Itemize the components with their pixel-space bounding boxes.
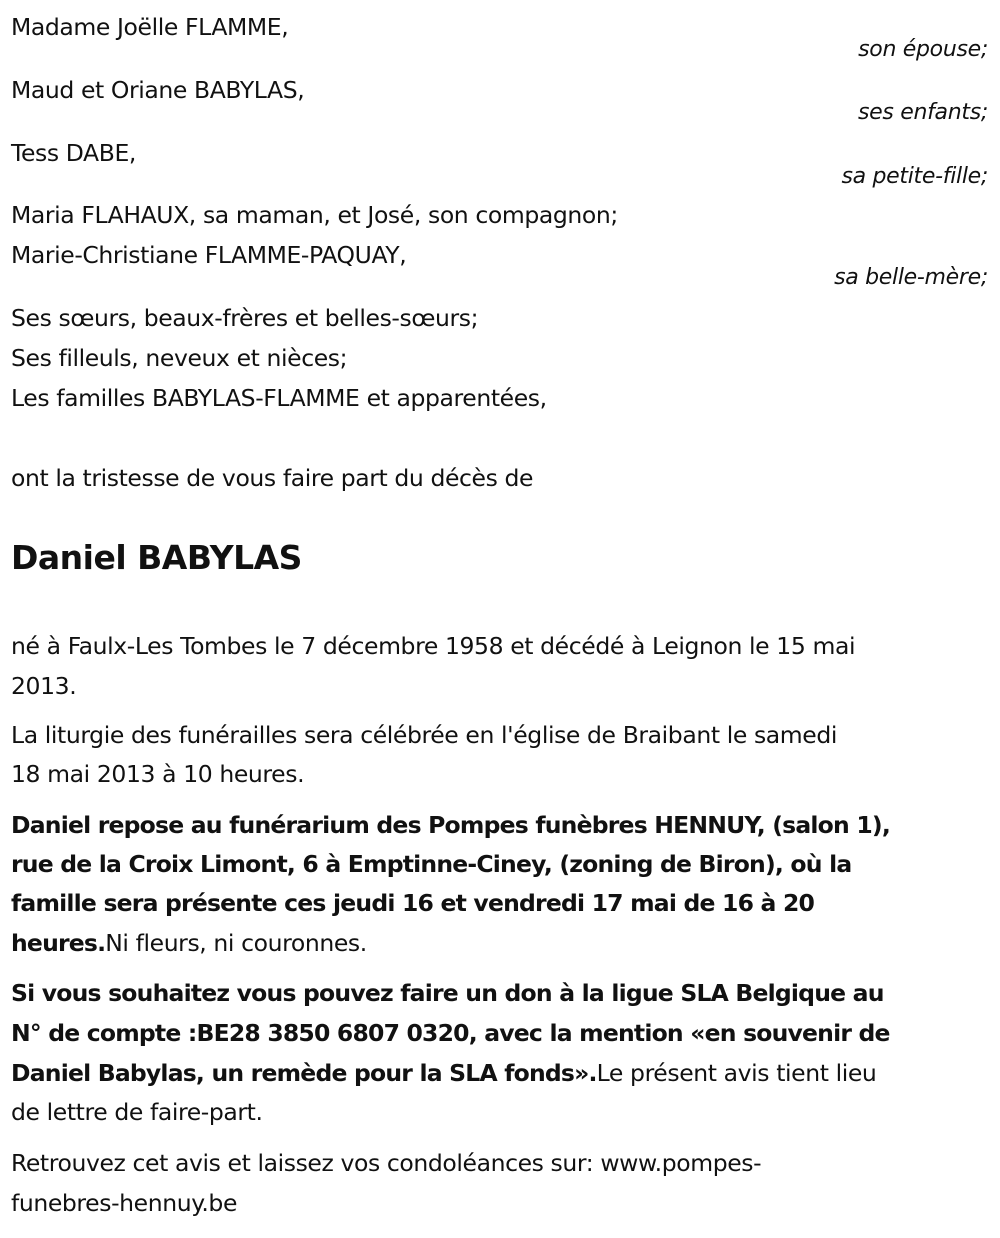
family-name: Les familles BABYLAS-FLAMME et apparentées, xyxy=(11,384,547,412)
family-relation: sa petite-fille; xyxy=(841,164,988,189)
donation-text xyxy=(11,1053,876,1093)
funerarium-text: Daniel repose au funérarium des Pompes funèbres HENNUY, (salon 1), xyxy=(11,811,890,839)
family-relation: son épouse; xyxy=(858,37,988,62)
family-relation: sa belle-mère; xyxy=(834,265,988,290)
website-text: Retrouvez cet avis et laissez vos condoléances sur: www.pompes- xyxy=(11,1149,762,1177)
family-name: Maria FLAHAUX, sa maman, et José, son compagnon; xyxy=(11,201,618,229)
donation-text: Si vous souhaitez vous pouvez faire un don à la ligue SLA Belgique au xyxy=(11,979,884,1007)
notice-text: de lettre de faire-part. xyxy=(11,1098,263,1126)
announcement: ont la tristesse de vous faire part du décès de xyxy=(11,464,534,492)
donation-text: N° de compte :BE28 3850 6807 0320, avec la mention «en souvenir de xyxy=(11,1019,890,1047)
birth-text: 2013. xyxy=(11,672,77,700)
deceased-name: Daniel BABYLAS xyxy=(11,538,302,577)
family-name: Marie-Christiane FLAMME-PAQUAY, xyxy=(11,241,407,269)
liturgy-text: 18 mai 2013 à 10 heures. xyxy=(11,760,305,788)
funerarium-text: famille sera présente ces jeudi 16 et vendredi 17 mai de 16 à 20 xyxy=(11,889,815,917)
notice-text: Le présent avis tient lieu xyxy=(596,1059,877,1087)
family-name: Tess DABE, xyxy=(11,139,136,167)
funerarium-text xyxy=(11,923,367,963)
family-relation: ses enfants; xyxy=(857,100,988,125)
website-link[interactable]: funebres-hennuy.be xyxy=(11,1189,237,1217)
liturgy-text: La liturgie des funérailles sera célébrée en l'église de Braibant le samedi xyxy=(11,721,837,749)
funerarium-text: rue de la Croix Limont, 6 à Emptinne-Ciney, (zoning de Biron), où la xyxy=(11,850,852,878)
funerarium-bold: heures. xyxy=(11,929,106,957)
family-name: Maud et Oriane BABYLAS, xyxy=(11,76,305,104)
donation-bold: Daniel Babylas, un remède pour la SLA fonds». xyxy=(11,1059,597,1087)
family-name: Madame Joëlle FLAMME, xyxy=(11,13,289,41)
birth-text: né à Faulx-Les Tombes le 7 décembre 1958 et décédé à Leignon le 15 mai xyxy=(11,632,856,660)
family-name: Ses sœurs, beaux-frères et belles-sœurs; xyxy=(11,304,479,332)
family-name: Ses filleuls, neveux et nièces; xyxy=(11,344,348,372)
no-flowers-text: Ni fleurs, ni couronnes. xyxy=(105,929,367,957)
